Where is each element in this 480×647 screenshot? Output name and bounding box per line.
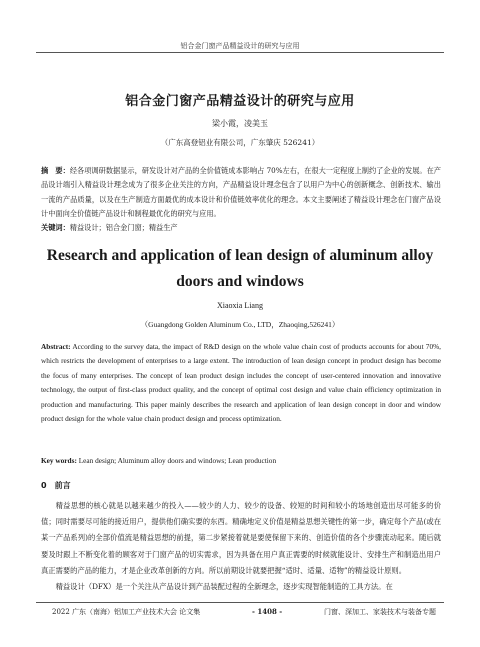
keywords-cn <box>41 222 441 234</box>
footer-proceedings: 2022 广东（南海）铝加工产业技术大会 论文集 <box>52 608 201 616</box>
authors-cn: 梁小霞，凌美玉 <box>212 119 268 128</box>
body-text <box>41 498 441 595</box>
keywords-label-en: Key words: <box>41 456 77 465</box>
keywords-label-cn: 关键词： <box>41 223 70 232</box>
keywords-text-cn: 精益设计；铝合金门窗；精益生产 <box>69 223 178 232</box>
affiliation-cn: （广东高登铝业有限公司，广东肇庆 526241） <box>160 138 320 147</box>
running-header: 铝合金门窗产品精益设计的研究与应用 <box>180 42 300 50</box>
section-heading: 0 前言 <box>41 481 71 490</box>
keywords-text-en: Lean design; Aluminum alloy doors and windows; Lean production <box>76 456 277 465</box>
abstract-label-en: Abstract: <box>41 342 71 351</box>
body-paragraph: 精益设计（DFX）是一个关注从产品设计到产品装配过程的全新理念，逐步实现智能制造的工具方法。在 <box>55 582 393 592</box>
affiliation-en: （Guangdong Golden Aluminum Co., LTD，Zhaoqing,526241） <box>140 320 340 329</box>
footer-divider <box>36 602 444 603</box>
paper-title-cn: 铝合金门窗产品精益设计的研究与应用 <box>125 94 355 109</box>
body-paragraph: 精益思想的核心就是以越来越少的投入——较少的人力、较少的设备、较短的时间和较小的场地创造出尽可能多的价值；同时需要尽可能的接近用户，提供他们确实要的东西。精确地定义价值是精益思想关键性的第一步，确定每个产品(或在某一产品系列)的全部价值流是精益思想的前提，第二步紧接着就是要使保留下来的、创造价值的各个步骤流动起来。随后就要及时跟上不断变化着的顾客对于门窗产品的切实需求，因为具备在用户真正需要的时候就能设计、安排生产和制造出用户真正需要的产品的能力，才是企业改革创新的方向。所以前期设计就要把握“适时、适量、适物”的精益设计原则。 <box>41 501 441 575</box>
abstract-text-cn: 经各项调研数据显示，研发设计对产品的全价值链成本影响占 70%左右，在很大一定程度上制约了企业的发展。在产品设计端引入精益设计理念成为了很多企业关注的方向，产品精益设计理念包含了以用户为中心的创新概念、创新技术、输出一流的产品质量，以及在生产制造方面最优的成本设计和价值链效率优化的理念。本文主要阐述了精益设计理念在门窗产品设计中面向全价值链产品设计和制程最优化的研究与应用。 <box>41 166 441 218</box>
author-en: Xiaoxia Liang <box>217 301 263 310</box>
abstract-text-en: According to the survey data, the impact of R&D design on the whole value chain cost of products accounts for about 70%, which restricts the development of enterprises to a large extent. The introduction of lean design concept in product design has become the focus of many enterprises. The concept of lean product design includes the concept of user-centered innovation and innovative technology, the output of first-class product quality, and the concept of optimal cost design and value chain efficiency optimization in production and manufacturing. This paper mainly describes the research and application of lean design concept in door and window product design for the whole value chain product design and process optimization. <box>41 342 441 424</box>
header-divider <box>36 52 444 53</box>
footer-topic: 门窗、深加工、家装技术与装备专题 <box>324 608 436 616</box>
abstract-en <box>41 340 441 426</box>
page-number: - 1408 - <box>252 607 283 616</box>
keywords-en <box>41 455 441 467</box>
paper-title-en: Research and application of lean design of aluminum alloy doors and windows <box>46 247 434 290</box>
abstract-label-cn: 摘 要： <box>41 166 70 175</box>
abstract-cn <box>41 164 441 221</box>
